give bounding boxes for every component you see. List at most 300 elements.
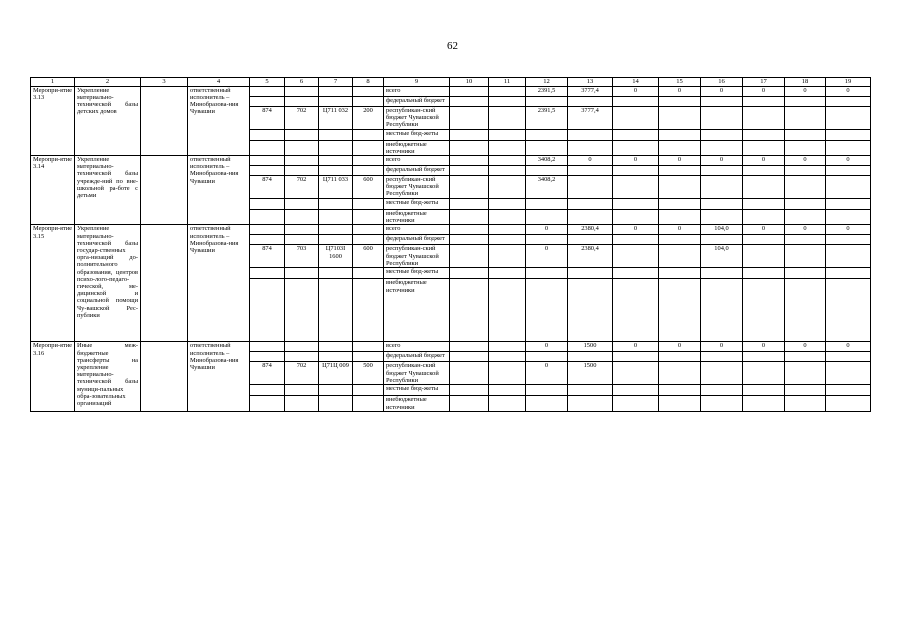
rz-code: 703 <box>285 245 319 268</box>
empty-cell <box>450 140 489 155</box>
empty-cell <box>743 199 785 210</box>
empty-cell <box>613 176 659 199</box>
empty-cell <box>568 279 613 342</box>
empty-cell <box>785 245 826 268</box>
amount-cell: 0 <box>785 225 826 235</box>
empty-cell <box>489 129 526 140</box>
empty-cell <box>285 352 319 362</box>
empty-cell <box>319 235 353 245</box>
empty-cell <box>526 96 568 106</box>
empty-cell <box>250 129 285 140</box>
empty-cell <box>250 342 285 352</box>
empty-cell <box>489 245 526 268</box>
table-row <box>31 225 871 235</box>
amount-cell: 3408,2 <box>526 176 568 199</box>
amount-cell: 0 <box>613 156 659 166</box>
funding-source: федеральный бюджет <box>384 96 450 106</box>
empty-cell <box>526 352 568 362</box>
empty-cell <box>250 96 285 106</box>
header-cell: 18 <box>785 78 826 87</box>
empty-cell <box>743 396 785 411</box>
empty-cell <box>450 129 489 140</box>
empty-cell <box>785 106 826 129</box>
empty-cell <box>701 96 743 106</box>
header-cell: 1 <box>31 78 75 87</box>
empty-cell <box>489 156 526 166</box>
empty-cell <box>353 210 384 225</box>
header-row <box>31 78 871 87</box>
empty-cell <box>743 166 785 176</box>
empty-cell <box>319 96 353 106</box>
empty-cell <box>826 396 871 411</box>
amount-cell: 0 <box>701 156 743 166</box>
empty-cell <box>250 225 285 235</box>
funding-source: федеральный бюджет <box>384 352 450 362</box>
empty-cell <box>285 279 319 342</box>
amount-cell: 0 <box>826 86 871 96</box>
empty-cell <box>319 268 353 279</box>
empty-cell <box>450 156 489 166</box>
empty-cell <box>319 199 353 210</box>
amount-cell <box>568 176 613 199</box>
amount-cell <box>701 106 743 129</box>
empty-cell <box>489 225 526 235</box>
amount-cell: 0 <box>659 156 701 166</box>
empty-cell <box>250 268 285 279</box>
amount-cell: 0 <box>743 342 785 352</box>
amount-cell: 0 <box>743 86 785 96</box>
funding-source: всего <box>384 156 450 166</box>
empty-cell <box>353 140 384 155</box>
empty-cell <box>526 235 568 245</box>
empty-cell <box>285 166 319 176</box>
empty-cell <box>489 210 526 225</box>
empty-cell <box>613 352 659 362</box>
amount-cell: 3777,4 <box>568 106 613 129</box>
empty-cell <box>141 156 188 225</box>
amount-cell <box>701 176 743 199</box>
empty-cell <box>785 362 826 385</box>
empty-cell <box>526 129 568 140</box>
empty-cell <box>613 140 659 155</box>
empty-cell <box>450 268 489 279</box>
empty-cell <box>568 268 613 279</box>
empty-cell <box>285 342 319 352</box>
empty-cell <box>489 106 526 129</box>
empty-cell <box>743 140 785 155</box>
table-row <box>31 86 871 96</box>
empty-cell <box>450 96 489 106</box>
empty-cell <box>489 235 526 245</box>
measure-name: Укрепление материально-технической базы учрежде-ний по вне-школьной ра-боте с детьми <box>75 156 141 225</box>
empty-cell <box>489 352 526 362</box>
empty-cell <box>489 342 526 352</box>
amount-cell: 0 <box>826 225 871 235</box>
empty-cell <box>526 279 568 342</box>
empty-cell <box>319 140 353 155</box>
empty-cell <box>526 199 568 210</box>
empty-cell <box>450 279 489 342</box>
empty-cell <box>353 268 384 279</box>
empty-cell <box>785 176 826 199</box>
funding-source: местные бюд-жеты <box>384 199 450 210</box>
empty-cell <box>526 385 568 396</box>
funding-source: всего <box>384 86 450 96</box>
empty-cell <box>659 268 701 279</box>
empty-cell <box>659 245 701 268</box>
empty-cell <box>701 166 743 176</box>
empty-cell <box>450 235 489 245</box>
empty-cell <box>353 235 384 245</box>
empty-cell <box>785 96 826 106</box>
empty-cell <box>659 129 701 140</box>
empty-cell <box>489 279 526 342</box>
empty-cell <box>141 342 188 411</box>
header-cell: 17 <box>743 78 785 87</box>
grbs-code: 874 <box>250 362 285 385</box>
header-cell: 12 <box>526 78 568 87</box>
amount-cell: 2380,4 <box>568 245 613 268</box>
amount-cell: 3408,2 <box>526 156 568 166</box>
empty-cell <box>785 210 826 225</box>
measure-id: Меропри-ятие 3.15 <box>31 225 75 342</box>
grbs-code: 874 <box>250 106 285 129</box>
amount-cell: 0 <box>659 86 701 96</box>
empty-cell <box>785 166 826 176</box>
empty-cell <box>450 210 489 225</box>
empty-cell <box>613 245 659 268</box>
empty-cell <box>826 245 871 268</box>
empty-cell <box>826 279 871 342</box>
empty-cell <box>250 279 285 342</box>
empty-cell <box>353 199 384 210</box>
empty-cell <box>701 352 743 362</box>
empty-cell <box>526 166 568 176</box>
empty-cell <box>568 96 613 106</box>
funding-source: республикан-ский бюджет Чувашской Республики <box>384 245 450 268</box>
rz-code: 702 <box>285 106 319 129</box>
empty-cell <box>285 268 319 279</box>
empty-cell <box>250 140 285 155</box>
empty-cell <box>353 352 384 362</box>
empty-cell <box>285 140 319 155</box>
empty-cell <box>319 156 353 166</box>
budget-table <box>30 77 871 412</box>
empty-cell <box>568 129 613 140</box>
empty-cell <box>489 268 526 279</box>
empty-cell <box>250 199 285 210</box>
funding-source: местные бюд-жеты <box>384 129 450 140</box>
empty-cell <box>701 235 743 245</box>
empty-cell <box>285 199 319 210</box>
empty-cell <box>489 362 526 385</box>
empty-cell <box>613 268 659 279</box>
empty-cell <box>743 245 785 268</box>
empty-cell <box>526 268 568 279</box>
empty-cell <box>613 210 659 225</box>
empty-cell <box>613 385 659 396</box>
empty-cell <box>285 385 319 396</box>
amount-cell: 0 <box>743 156 785 166</box>
empty-cell <box>568 199 613 210</box>
amount-cell: 0 <box>826 156 871 166</box>
empty-cell <box>319 385 353 396</box>
amount-cell: 1500 <box>568 342 613 352</box>
empty-cell <box>826 166 871 176</box>
empty-cell <box>250 352 285 362</box>
empty-cell <box>285 156 319 166</box>
measure-name: Иные меж-бюджетные трансферты на укрепление материально-технической базы муници-пальных обра-зовательных организаций <box>75 342 141 411</box>
vr-code: 500 <box>353 362 384 385</box>
empty-cell <box>450 199 489 210</box>
empty-cell <box>701 385 743 396</box>
funding-source: местные бюд-жеты <box>384 268 450 279</box>
empty-cell <box>613 396 659 411</box>
amount-cell: 0 <box>826 342 871 352</box>
empty-cell <box>785 279 826 342</box>
empty-cell <box>450 342 489 352</box>
empty-cell <box>568 166 613 176</box>
empty-cell <box>659 396 701 411</box>
empty-cell <box>489 396 526 411</box>
empty-cell <box>826 352 871 362</box>
empty-cell <box>319 342 353 352</box>
header-cell: 7 <box>319 78 353 87</box>
funding-source: федеральный бюджет <box>384 166 450 176</box>
empty-cell <box>319 225 353 235</box>
empty-cell <box>285 96 319 106</box>
empty-cell <box>141 86 188 155</box>
empty-cell <box>659 106 701 129</box>
measure-executor: ответственный исполнитель – Минобразова-ния Чувашии <box>188 156 250 225</box>
empty-cell <box>489 176 526 199</box>
empty-cell <box>250 235 285 245</box>
empty-cell <box>353 166 384 176</box>
empty-cell <box>450 352 489 362</box>
empty-cell <box>785 235 826 245</box>
empty-cell <box>743 362 785 385</box>
empty-cell <box>450 245 489 268</box>
amount-cell: 0 <box>613 86 659 96</box>
empty-cell <box>743 385 785 396</box>
empty-cell <box>659 210 701 225</box>
empty-cell <box>785 140 826 155</box>
empty-cell <box>659 96 701 106</box>
header-cell: 6 <box>285 78 319 87</box>
empty-cell <box>489 385 526 396</box>
empty-cell <box>701 199 743 210</box>
amount-cell: 2391,5 <box>526 106 568 129</box>
empty-cell <box>659 352 701 362</box>
empty-cell <box>743 268 785 279</box>
rz-code: 702 <box>285 362 319 385</box>
empty-cell <box>250 156 285 166</box>
funding-source: внебюджетные источники <box>384 396 450 411</box>
empty-cell <box>450 86 489 96</box>
measure-id: Меропри-ятие 3.13 <box>31 86 75 155</box>
amount-cell: 104,0 <box>701 245 743 268</box>
empty-cell <box>743 279 785 342</box>
funding-source: местные бюд-жеты <box>384 385 450 396</box>
empty-cell <box>568 235 613 245</box>
empty-cell <box>826 199 871 210</box>
empty-cell <box>613 129 659 140</box>
empty-cell <box>613 166 659 176</box>
header-cell: 8 <box>353 78 384 87</box>
empty-cell <box>785 352 826 362</box>
empty-cell <box>826 129 871 140</box>
empty-cell <box>785 199 826 210</box>
empty-cell <box>826 176 871 199</box>
empty-cell <box>450 396 489 411</box>
empty-cell <box>285 129 319 140</box>
vr-code: 600 <box>353 176 384 199</box>
vr-code: 600 <box>353 245 384 268</box>
empty-cell <box>659 176 701 199</box>
funding-source: республикан-ский бюджет Чувашской Республики <box>384 362 450 385</box>
funding-source: федеральный бюджет <box>384 235 450 245</box>
empty-cell <box>285 235 319 245</box>
amount-cell: 0 <box>701 86 743 96</box>
header-cell: 15 <box>659 78 701 87</box>
empty-cell <box>353 156 384 166</box>
empty-cell <box>489 199 526 210</box>
amount-cell: 2391,5 <box>526 86 568 96</box>
empty-cell <box>353 279 384 342</box>
measure-name: Укрепление материально-технической базы государ-ственных орга-низаций до-полнительного образования, центров психо-лого-педаго-гической, ме-дицинской и социальной помощи Чу-вашской Рес-публики <box>75 225 141 342</box>
amount-cell: 104,0 <box>701 225 743 235</box>
empty-cell <box>489 96 526 106</box>
empty-cell <box>659 140 701 155</box>
empty-cell <box>285 396 319 411</box>
amount-cell: 0 <box>526 245 568 268</box>
empty-cell <box>826 106 871 129</box>
empty-cell <box>613 279 659 342</box>
empty-cell <box>613 106 659 129</box>
empty-cell <box>450 385 489 396</box>
empty-cell <box>450 106 489 129</box>
empty-cell <box>319 396 353 411</box>
empty-cell <box>785 396 826 411</box>
empty-cell <box>659 235 701 245</box>
empty-cell <box>526 396 568 411</box>
empty-cell <box>659 362 701 385</box>
amount-cell: 0 <box>743 225 785 235</box>
empty-cell <box>826 210 871 225</box>
empty-cell <box>743 106 785 129</box>
grbs-code: 874 <box>250 176 285 199</box>
csr-code: Ц711 032 <box>319 106 353 129</box>
amount-cell: 0 <box>526 225 568 235</box>
funding-source: внебюджетные источники <box>384 140 450 155</box>
empty-cell <box>743 129 785 140</box>
measure-name: Укрепление материально-технической базы детских домов <box>75 86 141 155</box>
empty-cell <box>826 268 871 279</box>
empty-cell <box>568 396 613 411</box>
empty-cell <box>743 210 785 225</box>
header-cell: 13 <box>568 78 613 87</box>
empty-cell <box>319 352 353 362</box>
empty-cell <box>353 225 384 235</box>
funding-source: всего <box>384 342 450 352</box>
funding-source: республикан-ский бюджет Чувашской Республики <box>384 106 450 129</box>
empty-cell <box>568 210 613 225</box>
empty-cell <box>701 268 743 279</box>
empty-cell <box>785 129 826 140</box>
amount-cell: 0 <box>785 156 826 166</box>
table-row <box>31 156 871 166</box>
empty-cell <box>450 166 489 176</box>
empty-cell <box>613 362 659 385</box>
funding-source: республикан-ский бюджет Чувашской Республики <box>384 176 450 199</box>
empty-cell <box>250 396 285 411</box>
empty-cell <box>743 352 785 362</box>
empty-cell <box>250 210 285 225</box>
empty-cell <box>489 140 526 155</box>
empty-cell <box>319 279 353 342</box>
table-row <box>31 342 871 352</box>
empty-cell <box>701 129 743 140</box>
empty-cell <box>659 279 701 342</box>
measure-executor: ответственный исполнитель – Минобразова-ния Чувашии <box>188 342 250 411</box>
empty-cell <box>450 176 489 199</box>
amount-cell: 0 <box>659 225 701 235</box>
empty-cell <box>353 342 384 352</box>
amount-cell: 1500 <box>568 362 613 385</box>
empty-cell <box>785 268 826 279</box>
empty-cell <box>826 96 871 106</box>
csr-code: Ц711 033 <box>319 176 353 199</box>
measure-executor: ответственный исполнитель – Минобразова-ния Чувашии <box>188 86 250 155</box>
header-cell: 2 <box>75 78 141 87</box>
header-cell: 3 <box>141 78 188 87</box>
empty-cell <box>701 279 743 342</box>
empty-cell <box>568 352 613 362</box>
grbs-code: 874 <box>250 245 285 268</box>
amount-cell: 0 <box>785 86 826 96</box>
empty-cell <box>353 129 384 140</box>
measure-id: Меропри-ятие 3.16 <box>31 342 75 411</box>
empty-cell <box>659 199 701 210</box>
empty-cell <box>285 86 319 96</box>
amount-cell: 0 <box>785 342 826 352</box>
amount-cell: 0 <box>613 225 659 235</box>
page-number: 62 <box>447 40 458 52</box>
empty-cell <box>141 225 188 342</box>
empty-cell <box>826 235 871 245</box>
empty-cell <box>353 96 384 106</box>
empty-cell <box>353 396 384 411</box>
empty-cell <box>659 385 701 396</box>
amount-cell: 0 <box>613 342 659 352</box>
empty-cell <box>319 86 353 96</box>
header-cell: 16 <box>701 78 743 87</box>
amount-cell: 2380,4 <box>568 225 613 235</box>
amount-cell: 0 <box>568 156 613 166</box>
header-cell: 11 <box>489 78 526 87</box>
empty-cell <box>701 396 743 411</box>
empty-cell <box>319 129 353 140</box>
empty-cell <box>613 235 659 245</box>
empty-cell <box>659 166 701 176</box>
empty-cell <box>285 210 319 225</box>
empty-cell <box>319 210 353 225</box>
empty-cell <box>826 362 871 385</box>
empty-cell <box>250 166 285 176</box>
empty-cell <box>701 210 743 225</box>
empty-cell <box>526 210 568 225</box>
empty-cell <box>568 385 613 396</box>
